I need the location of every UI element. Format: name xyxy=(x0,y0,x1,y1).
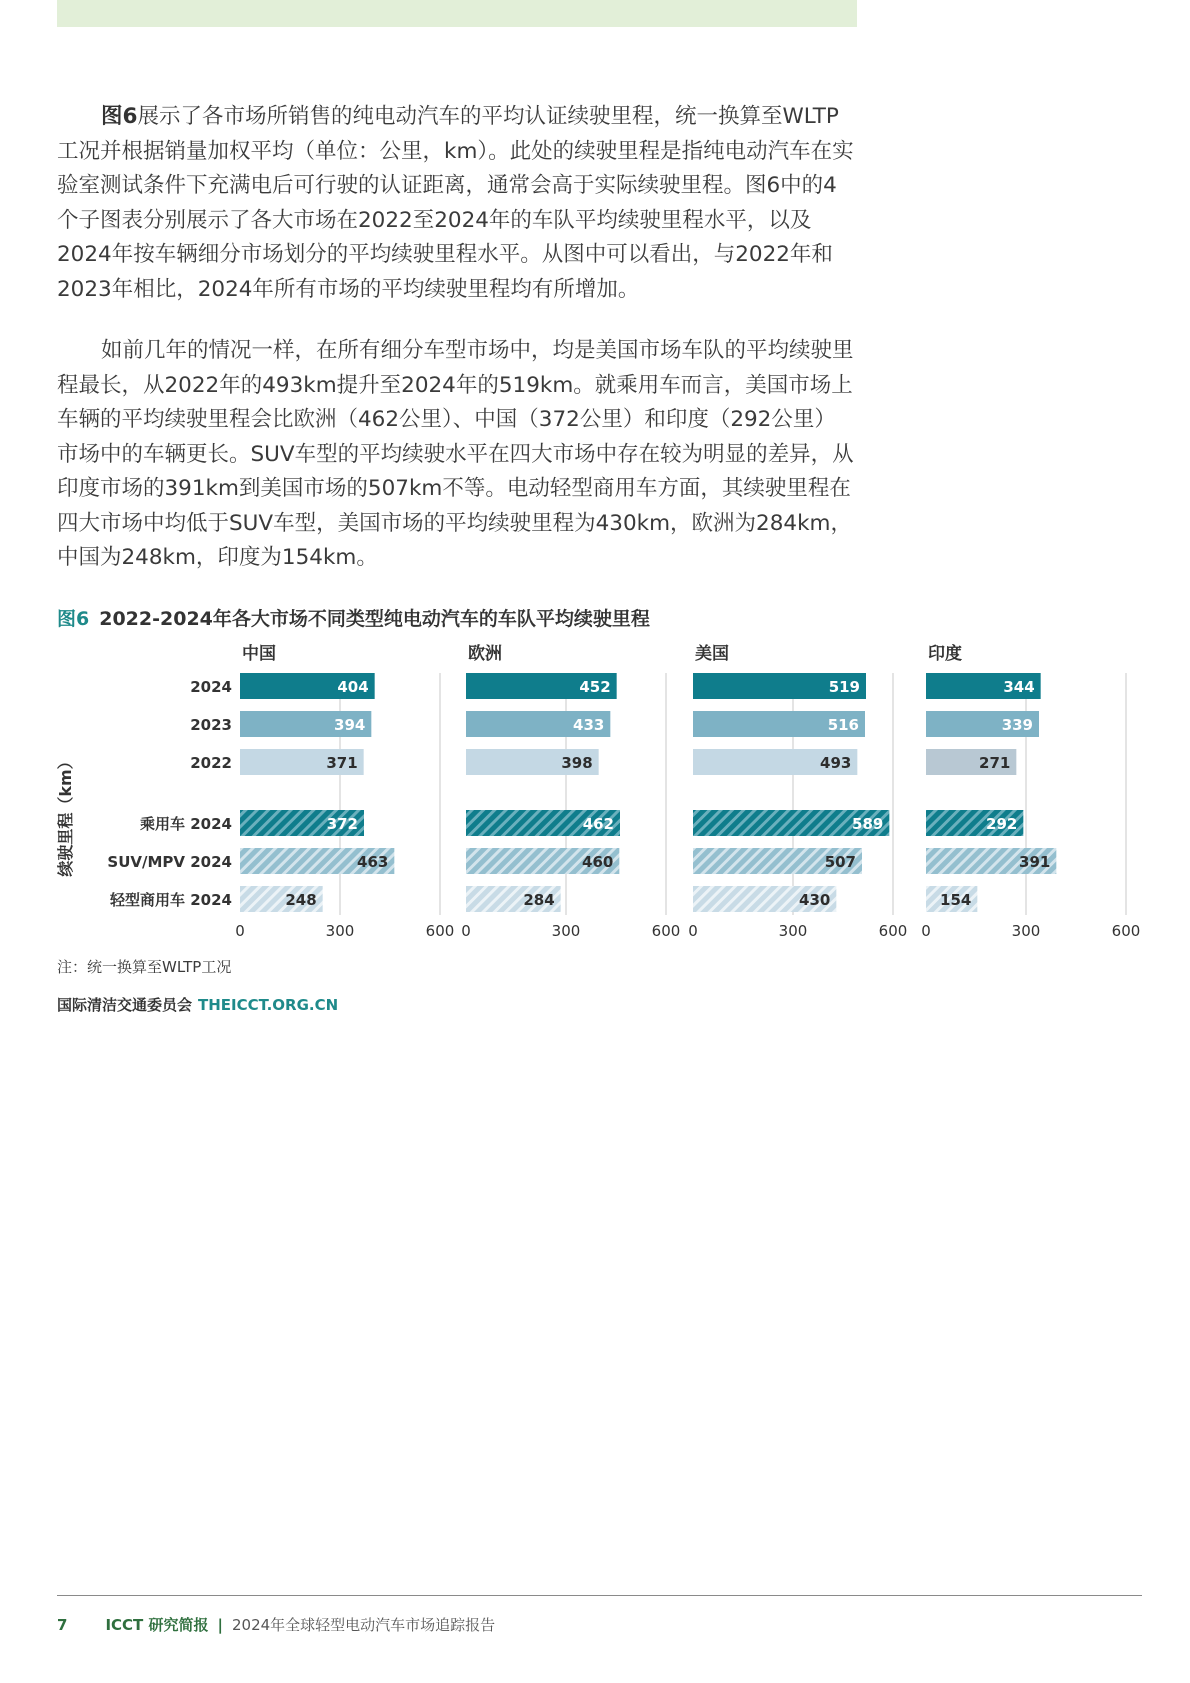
data-label: 452 xyxy=(579,678,611,696)
data-label: 462 xyxy=(582,815,614,833)
range-bar-chart xyxy=(0,635,1190,950)
x-tick-label: 0 xyxy=(235,922,245,940)
panel-title: 中国 xyxy=(242,644,276,664)
paragraph-1 xyxy=(57,100,857,307)
x-tick-label: 0 xyxy=(921,922,931,940)
top-highlight-band xyxy=(57,0,857,27)
x-tick-label: 300 xyxy=(325,922,355,940)
data-label: 394 xyxy=(334,716,366,734)
x-tick-label: 600 xyxy=(1111,922,1141,940)
data-label: 519 xyxy=(828,678,860,696)
figure-reference: 图6 xyxy=(101,104,138,129)
figure-number: 图6 xyxy=(57,608,90,630)
page-footer xyxy=(57,1614,495,1635)
category-label: 乘用车 2024 xyxy=(140,815,232,833)
paragraph-1-text: 展示了各市场所销售的纯电动汽车的平均认证续驶里程，统一换算至WLTP工况并根据销量加权平均（单位：公里，km）。此处的续驶里程是指纯电动汽车在实验室测试条件下充满电后可行驶的认证距离，通常会高于实际续驶里程。图6中的4个子图表分别展示了各大市场在2022至2024年的车队平均续驶里程水平，以及2024年按车辆细分市场划分的平均续驶里程水平。从图中可以看出，与2022年和2023年相比，2024年所有市场的平均续驶里程均有所增加。 xyxy=(57,104,854,302)
category-label: 2024 xyxy=(190,678,232,696)
data-label: 430 xyxy=(799,891,831,909)
data-label: 404 xyxy=(337,678,369,696)
figure-title-text: 2022-2024年各大市场不同类型纯电动汽车的车队平均续驶里程 xyxy=(99,608,650,630)
category-label: 2022 xyxy=(190,754,232,772)
data-label: 433 xyxy=(573,716,605,734)
x-tick-label: 300 xyxy=(551,922,581,940)
data-label: 398 xyxy=(561,754,593,772)
x-tick-label: 600 xyxy=(425,922,455,940)
panel-title: 美国 xyxy=(695,644,729,664)
data-label: 460 xyxy=(582,853,614,871)
page-number: 7 xyxy=(57,1616,68,1634)
y-axis-label: 续驶里程（km） xyxy=(56,753,75,877)
data-label: 154 xyxy=(940,891,972,909)
data-label: 463 xyxy=(357,853,389,871)
source-url[interactable]: THEICCT.ORG.CN xyxy=(198,996,339,1014)
x-tick-label: 0 xyxy=(688,922,698,940)
data-label: 391 xyxy=(1019,853,1051,871)
data-label: 339 xyxy=(1001,716,1033,734)
source-org: 国际清洁交通委员会 xyxy=(57,996,193,1014)
x-tick-label: 600 xyxy=(878,922,908,940)
panel-title: 印度 xyxy=(928,644,962,664)
category-label: SUV/MPV 2024 xyxy=(107,853,232,871)
data-label: 371 xyxy=(326,754,358,772)
data-label: 248 xyxy=(285,891,317,909)
footer-brand: ICCT 研究简报 xyxy=(105,1616,209,1634)
footer-divider xyxy=(57,1595,1142,1596)
chart-note: 注：统一换算至WLTP工况 xyxy=(57,958,232,976)
footer-title: 2024年全球轻型电动汽车市场追踪报告 xyxy=(231,1616,496,1634)
figure-title xyxy=(57,604,650,631)
data-label: 284 xyxy=(523,891,555,909)
data-label: 372 xyxy=(326,815,358,833)
panel-title: 欧洲 xyxy=(468,644,502,664)
x-tick-label: 0 xyxy=(461,922,471,940)
data-label: 344 xyxy=(1003,678,1035,696)
data-label: 493 xyxy=(820,754,852,772)
x-tick-label: 300 xyxy=(778,922,808,940)
source-line xyxy=(57,994,338,1015)
data-label: 292 xyxy=(986,815,1018,833)
data-label: 507 xyxy=(824,853,856,871)
data-label: 271 xyxy=(979,754,1011,772)
footer-separator: | xyxy=(217,1616,223,1634)
category-label: 2023 xyxy=(190,716,232,734)
paragraph-2 xyxy=(57,334,857,576)
x-tick-label: 600 xyxy=(651,922,681,940)
x-tick-label: 300 xyxy=(1011,922,1041,940)
data-label: 516 xyxy=(827,716,859,734)
data-label: 589 xyxy=(852,815,884,833)
category-label: 轻型商用车 2024 xyxy=(110,891,232,909)
paragraph-2-text: 如前几年的情况一样，在所有细分车型市场中，均是美国市场车队的平均续驶里程最长，从2022年的493km提升至2024年的519km。就乘用车而言，美国市场上车辆的平均续驶里程会比欧洲（462公里）、中国（372公里）和印度（292公里）市场中的车辆更长。SUV车型的平均续驶水平在四大市场中存在较为明显的差异，从印度市场的391km到美国市场的507km不等。电动轻型商用车方面，其续驶里程在四大市场中均低于SUV车型，美国市场的平均续驶里程为430km，欧洲为284km，中国为248km，印度为154km。 xyxy=(57,338,854,570)
